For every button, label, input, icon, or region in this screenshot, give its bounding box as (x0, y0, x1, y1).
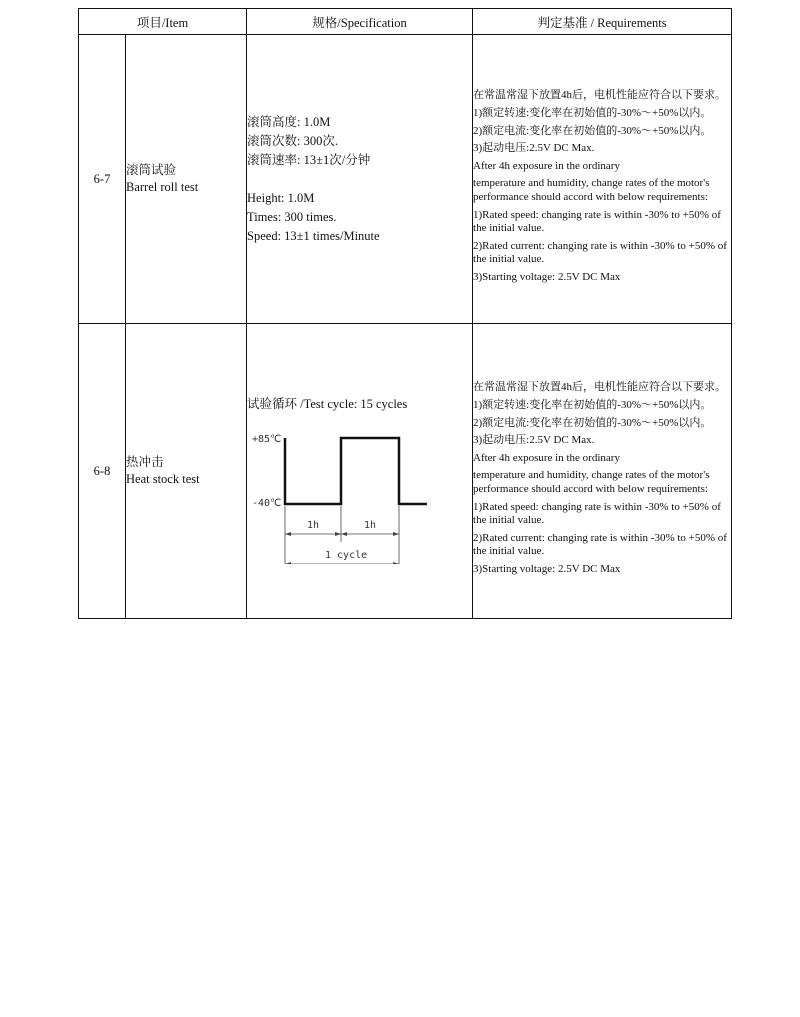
item-number: 6-7 (79, 35, 126, 324)
requirement-line: 2)Rated current: changing rate is within -30% to +50% of the initial value. (473, 239, 727, 266)
item-name-en: Barrel roll test (126, 180, 199, 194)
spec-line: Times: 300 times. (247, 209, 337, 224)
table-row (79, 324, 732, 619)
requirement-line: 2)额定电流:变化率在初始值的-30%～+50%以内。 (473, 416, 712, 429)
requirement-line: 3)起动电压:2.5V DC Max. (473, 434, 595, 447)
item-name-cn: 热冲击 (126, 455, 164, 469)
arrow-icon (335, 532, 341, 536)
header-requirements: 判定基准 / Requirements (473, 9, 732, 35)
arrow-icon (393, 532, 399, 536)
requirement-line: 1)Rated speed: changing rate is within -30% to +50% of the initial value. (473, 500, 721, 527)
header-row (79, 9, 732, 35)
requirement-line: 1)额定转速:变化率在初始值的-30%～+50%以内。 (473, 107, 712, 120)
specification-cell (247, 324, 473, 619)
requirement-line: 1)Rated speed: changing rate is within -30% to +50% of the initial value. (473, 208, 721, 235)
requirement-line: 3)Starting voltage: 2.5V DC Max (473, 270, 621, 283)
spacer (247, 170, 472, 189)
requirement-line: temperature and humidity, change rates of the motor's performance should accord with below requirements: (473, 469, 710, 495)
arrow-icon (285, 562, 291, 564)
segment-2-label: 1h (364, 520, 377, 531)
requirement-line: After 4h exposure in the ordinary (473, 451, 620, 464)
requirement-line: temperature and humidity, change rates of the motor's performance should accord with below requirements: (473, 177, 710, 203)
spec-line: 滚筒高度: 1.0M (247, 114, 331, 129)
spec-line: 滚筒速率: 13±1次/分钟 (247, 152, 371, 167)
table-row (79, 35, 732, 324)
specification-cell (247, 35, 473, 324)
spec-line: Speed: 13±1 times/Minute (247, 228, 380, 243)
header-item: 项目/Item (79, 9, 247, 35)
item-name-cn: 滚筒试验 (126, 163, 177, 177)
requirement-line: 3)起动电压:2.5V DC Max. (473, 142, 595, 155)
requirement-line: 3)Starting voltage: 2.5V DC Max (473, 562, 621, 575)
requirement-line: 在常温常湿下放置4h后，电机性能应符合以下要求。 (473, 381, 727, 394)
requirement-line: 2)Rated current: changing rate is within -30% to +50% of the initial value. (473, 531, 727, 558)
item-name (126, 324, 247, 619)
item-name (126, 35, 247, 324)
cycle-label: 1 cycle (325, 550, 368, 561)
header-specification: 规格/Specification (247, 9, 473, 35)
temperature-waveform (285, 438, 427, 504)
requirements-cell (473, 35, 732, 324)
arrow-icon (393, 562, 399, 564)
spec-line: 滚筒次数: 300次. (247, 133, 338, 148)
requirement-line: 1)额定转速:变化率在初始值的-30%～+50%以内。 (473, 399, 712, 412)
spec-line: Height: 1.0M (247, 190, 315, 205)
heat-cycle-diagram (247, 424, 427, 564)
requirement-line: After 4h exposure in the ordinary (473, 159, 620, 172)
low-temp-label: -40℃ (252, 498, 282, 509)
test-cycle-title: 试验循环 /Test cycle: 15 cycles (247, 397, 408, 411)
requirement-line: 2)额定电流:变化率在初始值的-30%～+50%以内。 (473, 124, 712, 137)
arrow-icon (341, 532, 347, 536)
item-name-en: Heat stock test (126, 472, 200, 486)
segment-1-label: 1h (307, 520, 320, 531)
arrow-icon (285, 532, 291, 536)
requirement-line: 在常温常湿下放置4h后，电机性能应符合以下要求。 (473, 89, 727, 102)
requirements-cell (473, 324, 732, 619)
test-spec-table (78, 8, 732, 619)
item-number: 6-8 (79, 324, 126, 619)
high-temp-label: +85℃ (252, 434, 282, 445)
